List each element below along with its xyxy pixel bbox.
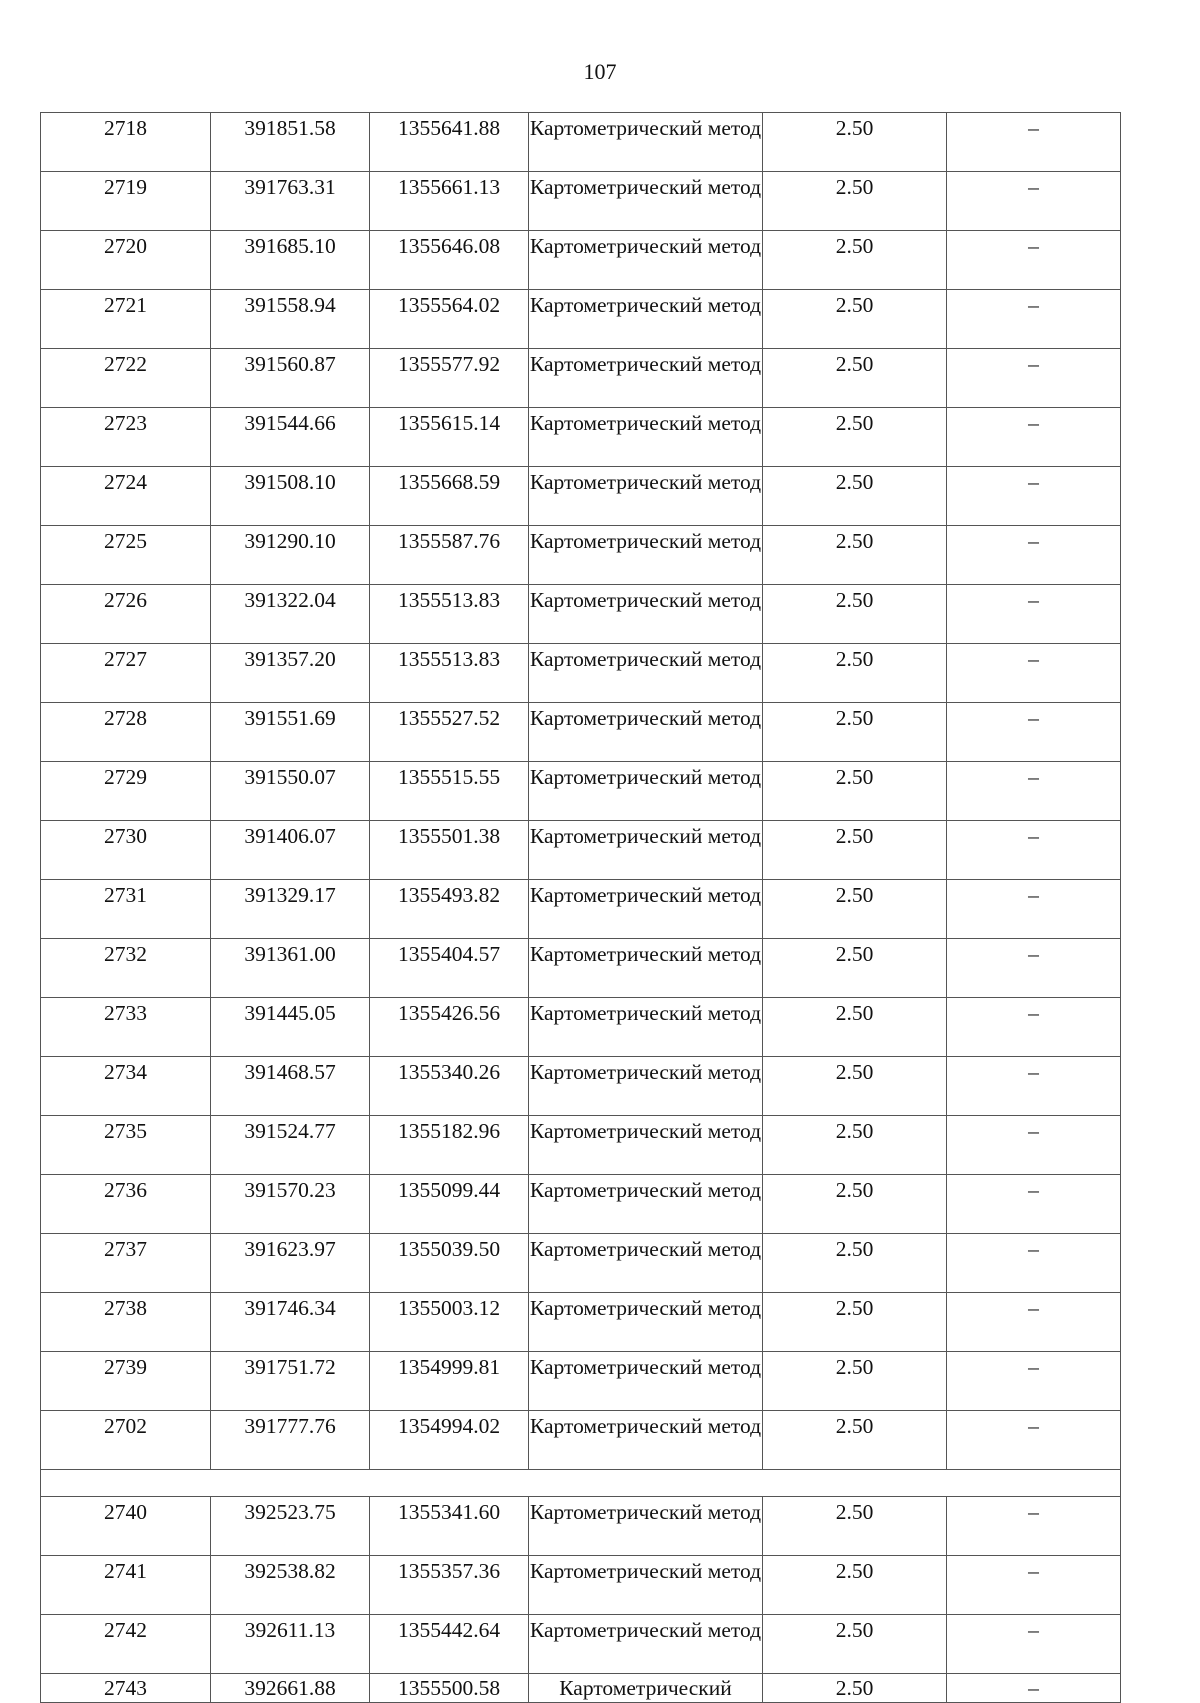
note-cell: – (947, 1234, 1121, 1293)
method-cell: Картометрический метод (529, 526, 763, 585)
x-coordinate-cell: 391544.66 (211, 408, 370, 467)
point-number-cell: 2731 (41, 880, 211, 939)
table-row (41, 1057, 1121, 1116)
accuracy-cell: 2.50 (763, 1411, 947, 1470)
x-coordinate-cell: 391560.87 (211, 349, 370, 408)
note-cell: – (947, 1352, 1121, 1411)
y-coordinate-cell: 1355357.36 (370, 1556, 529, 1615)
note-cell: – (947, 1293, 1121, 1352)
coordinates-table (40, 112, 1121, 1703)
method-cell: Картометрический метод (529, 703, 763, 762)
accuracy-cell: 2.50 (763, 526, 947, 585)
method-cell: Картометрический метод (529, 762, 763, 821)
page-number: 107 (583, 59, 617, 84)
x-coordinate-cell: 391751.72 (211, 1352, 370, 1411)
accuracy-cell: 2.50 (763, 644, 947, 703)
group-separator-row (41, 1470, 1121, 1497)
point-number-cell: 2724 (41, 467, 211, 526)
x-coordinate-cell: 391322.04 (211, 585, 370, 644)
x-coordinate-cell: 392661.88 (211, 1674, 370, 1703)
y-coordinate-cell: 1355182.96 (370, 1116, 529, 1175)
point-number-cell: 2730 (41, 821, 211, 880)
method-cell: Картометрический метод (529, 998, 763, 1057)
y-coordinate-cell: 1355615.14 (370, 408, 529, 467)
point-number-cell: 2721 (41, 290, 211, 349)
note-cell: – (947, 644, 1121, 703)
x-coordinate-cell: 392523.75 (211, 1497, 370, 1556)
x-coordinate-cell: 391623.97 (211, 1234, 370, 1293)
point-number-cell: 2702 (41, 1411, 211, 1470)
y-coordinate-cell: 1355039.50 (370, 1234, 529, 1293)
method-cell: Картометрический метод (529, 467, 763, 526)
method-cell: Картометрический метод (529, 113, 763, 172)
method-cell: Картометрический метод (529, 1556, 763, 1615)
accuracy-cell: 2.50 (763, 998, 947, 1057)
method-cell: Картометрический метод (529, 290, 763, 349)
method-cell: Картометрический метод (529, 1116, 763, 1175)
y-coordinate-cell: 1355564.02 (370, 290, 529, 349)
x-coordinate-cell: 391746.34 (211, 1293, 370, 1352)
table-row (41, 1615, 1121, 1674)
y-coordinate-cell: 1355513.83 (370, 644, 529, 703)
method-cell: Картометрический метод (529, 172, 763, 231)
note-cell: – (947, 526, 1121, 585)
method-cell: Картометрический метод (529, 1175, 763, 1234)
method-cell: Картометрический метод (529, 1293, 763, 1352)
y-coordinate-cell: 1354999.81 (370, 1352, 529, 1411)
y-coordinate-cell: 1355442.64 (370, 1615, 529, 1674)
accuracy-cell: 2.50 (763, 1175, 947, 1234)
note-cell: – (947, 1411, 1121, 1470)
accuracy-cell: 2.50 (763, 585, 947, 644)
table-row (41, 1234, 1121, 1293)
table-row (41, 1293, 1121, 1352)
point-number-cell: 2725 (41, 526, 211, 585)
method-cell: Картометрический метод (529, 644, 763, 703)
note-cell: – (947, 762, 1121, 821)
point-number-cell: 2737 (41, 1234, 211, 1293)
accuracy-cell: 2.50 (763, 467, 947, 526)
accuracy-cell: 2.50 (763, 290, 947, 349)
method-cell: Картометрический метод (529, 585, 763, 644)
y-coordinate-cell: 1355661.13 (370, 172, 529, 231)
note-cell: – (947, 467, 1121, 526)
x-coordinate-cell: 391468.57 (211, 1057, 370, 1116)
x-coordinate-cell: 391290.10 (211, 526, 370, 585)
table-row (41, 998, 1121, 1057)
method-cell: Картометрический метод (529, 821, 763, 880)
x-coordinate-cell: 392538.82 (211, 1556, 370, 1615)
accuracy-cell: 2.50 (763, 408, 947, 467)
x-coordinate-cell: 391551.69 (211, 703, 370, 762)
point-number-cell: 2735 (41, 1116, 211, 1175)
table-row (41, 762, 1121, 821)
table-row (41, 1116, 1121, 1175)
method-cell: Картометрический метод (529, 1615, 763, 1674)
x-coordinate-cell: 391550.07 (211, 762, 370, 821)
method-cell: Картометрический метод (529, 408, 763, 467)
method-cell: Картометрический метод (529, 1497, 763, 1556)
x-coordinate-cell: 391406.07 (211, 821, 370, 880)
table-row (41, 290, 1121, 349)
accuracy-cell: 2.50 (763, 1234, 947, 1293)
point-number-cell: 2733 (41, 998, 211, 1057)
point-number-cell: 2739 (41, 1352, 211, 1411)
note-cell: – (947, 172, 1121, 231)
point-number-cell: 2734 (41, 1057, 211, 1116)
note-cell: – (947, 1674, 1121, 1703)
table-row (41, 703, 1121, 762)
accuracy-cell: 2.50 (763, 762, 947, 821)
point-number-cell: 2738 (41, 1293, 211, 1352)
accuracy-cell: 2.50 (763, 1352, 947, 1411)
note-cell: – (947, 408, 1121, 467)
note-cell: – (947, 939, 1121, 998)
y-coordinate-cell: 1355099.44 (370, 1175, 529, 1234)
accuracy-cell: 2.50 (763, 231, 947, 290)
note-cell: – (947, 1615, 1121, 1674)
point-number-cell: 2741 (41, 1556, 211, 1615)
accuracy-cell: 2.50 (763, 1293, 947, 1352)
accuracy-cell: 2.50 (763, 939, 947, 998)
note-cell: – (947, 821, 1121, 880)
table-row (41, 939, 1121, 998)
y-coordinate-cell: 1355513.83 (370, 585, 529, 644)
point-number-cell: 2740 (41, 1497, 211, 1556)
y-coordinate-cell: 1355341.60 (370, 1497, 529, 1556)
note-cell: – (947, 1556, 1121, 1615)
y-coordinate-cell: 1355587.76 (370, 526, 529, 585)
accuracy-cell: 2.50 (763, 113, 947, 172)
method-cell: Картометрический метод (529, 349, 763, 408)
accuracy-cell: 2.50 (763, 1497, 947, 1556)
point-number-cell: 2723 (41, 408, 211, 467)
table-row (41, 1175, 1121, 1234)
accuracy-cell: 2.50 (763, 172, 947, 231)
y-coordinate-cell: 1355501.38 (370, 821, 529, 880)
x-coordinate-cell: 391851.58 (211, 113, 370, 172)
x-coordinate-cell: 391777.76 (211, 1411, 370, 1470)
accuracy-cell: 2.50 (763, 1674, 947, 1703)
note-cell: – (947, 349, 1121, 408)
table-row (41, 349, 1121, 408)
method-cell: Картометрический метод (529, 1352, 763, 1411)
y-coordinate-cell: 1355515.55 (370, 762, 529, 821)
x-coordinate-cell: 391357.20 (211, 644, 370, 703)
y-coordinate-cell: 1355668.59 (370, 467, 529, 526)
accuracy-cell: 2.50 (763, 1057, 947, 1116)
point-number-cell: 2743 (41, 1674, 211, 1703)
y-coordinate-cell: 1355003.12 (370, 1293, 529, 1352)
point-number-cell: 2726 (41, 585, 211, 644)
point-number-cell: 2732 (41, 939, 211, 998)
table-row (41, 467, 1121, 526)
x-coordinate-cell: 392611.13 (211, 1615, 370, 1674)
point-number-cell: 2742 (41, 1615, 211, 1674)
point-number-cell: 2722 (41, 349, 211, 408)
table-row (41, 1411, 1121, 1470)
x-coordinate-cell: 391558.94 (211, 290, 370, 349)
table-row (41, 231, 1121, 290)
x-coordinate-cell: 391524.77 (211, 1116, 370, 1175)
note-cell: – (947, 703, 1121, 762)
table-row (41, 408, 1121, 467)
table-row (41, 172, 1121, 231)
method-cell: Картометрический метод (529, 1234, 763, 1293)
table-row (41, 1556, 1121, 1615)
point-number-cell: 2719 (41, 172, 211, 231)
table-row (41, 1352, 1121, 1411)
point-number-cell: 2720 (41, 231, 211, 290)
note-cell: – (947, 1116, 1121, 1175)
x-coordinate-cell: 391508.10 (211, 467, 370, 526)
point-number-cell: 2727 (41, 644, 211, 703)
point-number-cell: 2718 (41, 113, 211, 172)
accuracy-cell: 2.50 (763, 880, 947, 939)
accuracy-cell: 2.50 (763, 1116, 947, 1175)
y-coordinate-cell: 1355577.92 (370, 349, 529, 408)
table-row (41, 585, 1121, 644)
note-cell: – (947, 1057, 1121, 1116)
y-coordinate-cell: 1355340.26 (370, 1057, 529, 1116)
table-row (41, 526, 1121, 585)
note-cell: – (947, 880, 1121, 939)
point-number-cell: 2736 (41, 1175, 211, 1234)
note-cell: – (947, 585, 1121, 644)
y-coordinate-cell: 1355641.88 (370, 113, 529, 172)
accuracy-cell: 2.50 (763, 703, 947, 762)
accuracy-cell: 2.50 (763, 1556, 947, 1615)
y-coordinate-cell: 1354994.02 (370, 1411, 529, 1470)
y-coordinate-cell: 1355646.08 (370, 231, 529, 290)
method-cell: Картометрический метод (529, 231, 763, 290)
table-row (41, 821, 1121, 880)
y-coordinate-cell: 1355404.57 (370, 939, 529, 998)
accuracy-cell: 2.50 (763, 821, 947, 880)
x-coordinate-cell: 391361.00 (211, 939, 370, 998)
note-cell: – (947, 231, 1121, 290)
group-separator-cell (41, 1470, 1121, 1497)
x-coordinate-cell: 391570.23 (211, 1175, 370, 1234)
table-row (41, 113, 1121, 172)
method-cell: Картометрический метод (529, 880, 763, 939)
method-cell: Картометрический метод (529, 1411, 763, 1470)
method-cell: Картометрический (529, 1674, 763, 1703)
x-coordinate-cell: 391445.05 (211, 998, 370, 1057)
note-cell: – (947, 113, 1121, 172)
point-number-cell: 2729 (41, 762, 211, 821)
x-coordinate-cell: 391763.31 (211, 172, 370, 231)
x-coordinate-cell: 391685.10 (211, 231, 370, 290)
note-cell: – (947, 1175, 1121, 1234)
accuracy-cell: 2.50 (763, 1615, 947, 1674)
note-cell: – (947, 1497, 1121, 1556)
table-row (41, 644, 1121, 703)
note-cell: – (947, 290, 1121, 349)
method-cell: Картометрический метод (529, 1057, 763, 1116)
note-cell: – (947, 998, 1121, 1057)
method-cell: Картометрический метод (529, 939, 763, 998)
accuracy-cell: 2.50 (763, 349, 947, 408)
y-coordinate-cell: 1355527.52 (370, 703, 529, 762)
table-row (41, 880, 1121, 939)
table-row (41, 1674, 1121, 1703)
point-number-cell: 2728 (41, 703, 211, 762)
y-coordinate-cell: 1355500.58 (370, 1674, 529, 1703)
table-row (41, 1497, 1121, 1556)
y-coordinate-cell: 1355426.56 (370, 998, 529, 1057)
y-coordinate-cell: 1355493.82 (370, 880, 529, 939)
x-coordinate-cell: 391329.17 (211, 880, 370, 939)
